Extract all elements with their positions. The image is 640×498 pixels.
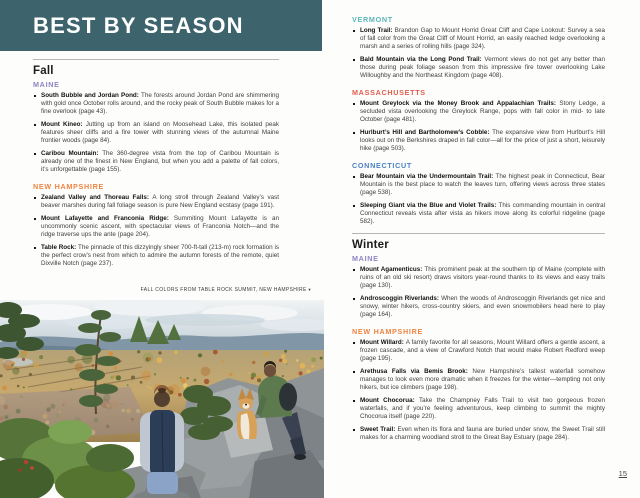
trail-entry xyxy=(352,56,605,80)
fall-summit-photo xyxy=(0,300,324,498)
bullet-square-icon xyxy=(353,30,355,32)
bullet-square-icon xyxy=(34,153,36,155)
photo-caption-text: FALL COLORS FROM TABLE ROCK SUMMIT, NEW HAMPSHIRE xyxy=(140,287,307,293)
bullet-square-icon xyxy=(34,218,36,220)
trail-description: This commanding mountain in central Connecticut reveals vista after vista as hikers move along its colorful ridgeline (page 582). xyxy=(360,202,605,225)
state-heading: NEW HAMPSHIRE xyxy=(33,182,104,191)
trail-description: Stony Ledge, a secluded vista overlooking the Greylock Range, pops with fall color in mid- to late October (page 481). xyxy=(360,100,605,123)
bullet-square-icon xyxy=(353,103,355,105)
bullet-square-icon xyxy=(353,205,355,207)
state-heading: MAINE xyxy=(33,80,60,89)
trail-entry xyxy=(352,368,605,392)
trail-entry xyxy=(352,100,605,124)
trail-name: Sleeping Giant via the Blue and Violet Trails: xyxy=(360,202,499,209)
trail-entry xyxy=(33,244,279,268)
trail-entry xyxy=(352,397,605,421)
trail-description: The expansive view from Hurlburt’s Hill looks out on the Berkshires draped in fall color—all for the price of just a short, leisurely hike (page 503). xyxy=(360,129,605,152)
trail-entry xyxy=(33,150,279,174)
trail-description: A family favorite for all seasons, Mount Willard offers a gentle ascent, a frozen cascade, and a view of Crawford Notch that would make Robert Redford weep (page 195). xyxy=(360,339,605,362)
trail-name: Zealand Valley and Thoreau Falls: xyxy=(41,194,153,201)
season-heading-fall: Fall xyxy=(33,65,54,77)
bullet-square-icon xyxy=(34,95,36,97)
trail-name: Androscoggin Riverlands: xyxy=(360,295,442,302)
page-number: 15 xyxy=(618,469,627,478)
trail-entry xyxy=(352,173,605,197)
trail-name: Mount Greylock via the Money Brook and Appalachian Trails: xyxy=(360,100,560,107)
trail-name: South Bubble and Jordan Pond: xyxy=(41,92,142,99)
trail-entry xyxy=(352,426,605,442)
trail-entry xyxy=(352,129,605,153)
trail-entry xyxy=(352,295,605,319)
state-heading: NEW HAMPSHIRE xyxy=(352,327,423,336)
photo-illustration xyxy=(0,300,324,498)
bullet-square-icon xyxy=(353,59,355,61)
bullet-square-icon xyxy=(353,176,355,178)
bullet-square-icon xyxy=(353,400,355,402)
trail-name: Mount Lafayette and Franconia Ridge: xyxy=(41,215,174,222)
bullet-square-icon xyxy=(34,197,36,199)
down-arrow-icon: ▾ xyxy=(308,287,311,292)
trail-name: Mount Kineo: xyxy=(41,121,86,128)
state-group-connecticut xyxy=(352,161,605,226)
state-heading: MASSACHUSETTS xyxy=(352,88,426,97)
trail-entry xyxy=(33,194,279,210)
trail-description: The pinnacle of this dizzyingly sheer 700-ft-tall (213-m) rock formation is the perfect crow’s nest from which to admire the autumn forests of the remote, quiet Dixville Notch (page 237). xyxy=(41,244,279,267)
trail-name: Table Rock: xyxy=(41,244,78,251)
trail-description: Summiting Mount Lafayette is an uncommonly scenic ascent, with spectacular views of Franconia Notch—and the ridge traverse ups the ante (page 204). xyxy=(41,215,280,238)
season-heading-winter: Winter xyxy=(352,239,389,251)
bullet-square-icon xyxy=(353,371,355,373)
content-column-right xyxy=(352,13,605,442)
trail-name: Mount Chocorua: xyxy=(360,397,419,404)
trail-name: Arethusa Falls via Bemis Brook: xyxy=(360,368,473,375)
trail-description: Take the Champney Falls Trail to visit two gorgeous frozen waterfalls, and if you’re feeling adventurous, keep climbing to summit the mighty Chocorua itself (page 220). xyxy=(360,397,605,420)
state-group-new-hampshire xyxy=(33,182,279,268)
photo-caption xyxy=(141,287,311,293)
state-group-maine xyxy=(33,80,279,174)
bullet-square-icon xyxy=(34,124,36,126)
section-header-bar xyxy=(0,0,322,51)
page-right xyxy=(324,0,640,498)
divider-line xyxy=(33,59,279,60)
trail-name: Bald Mountain via the Long Pond Trail: xyxy=(360,56,485,63)
trail-entry xyxy=(352,339,605,363)
trail-description: New Hampshire’s tallest waterfall somehow manages to look even more dramatic when it freezes for the winter—tempting not only hikers, but ice climbers (page 198). xyxy=(360,368,605,391)
trail-description: The forests around Jordan Pond are shimmering with gold once October rolls around, and the rocky peak of South Bubble makes for a fine overlook (page 43). xyxy=(41,92,279,115)
state-heading: VERMONT xyxy=(352,15,393,24)
bullet-square-icon xyxy=(353,132,355,134)
trail-name: Mount Agamenticus: xyxy=(360,266,425,273)
trail-name: Caribou Mountain: xyxy=(41,150,103,157)
bullet-square-icon xyxy=(353,429,355,431)
section-title: BEST BY SEASON xyxy=(33,12,244,38)
state-group-massachusetts xyxy=(352,88,605,153)
trail-name: Hurlburt’s Hill and Bartholomew’s Cobble: xyxy=(360,129,493,136)
divider-line xyxy=(352,233,605,234)
trail-description: Jutting up from an island on Moosehead Lake, this isolated peak features sheer cliffs and a fire tower with stunning views of the autumnal Maine frontier woods (page 84). xyxy=(41,121,279,144)
trail-entry xyxy=(33,215,279,239)
trail-entry xyxy=(352,27,605,51)
trail-name: Bear Mountain via the Undermountain Trail: xyxy=(360,173,496,180)
trail-description: This prominent peak at the southern tip of Maine (complete with ruins of an old ski resort) draws visitors year-round thanks to its views and easy trails (page 130). xyxy=(360,266,605,289)
bullet-square-icon xyxy=(353,298,355,300)
trail-entry xyxy=(352,266,605,290)
state-heading: CONNECTICUT xyxy=(352,161,413,170)
trail-description: Even when its flora and fauna are buried under snow, the Sweet Trail still makes for a charming woodland stroll to the Great Bay Estuary (page 284). xyxy=(360,426,605,441)
trail-name: Long Trail: xyxy=(360,27,395,34)
bullet-square-icon xyxy=(353,342,355,344)
fall-column-left xyxy=(33,59,279,268)
trail-name: Mount Willard: xyxy=(360,339,406,346)
trail-entry xyxy=(33,92,279,116)
trail-entry xyxy=(352,202,605,226)
bullet-square-icon xyxy=(34,247,36,249)
winter-states xyxy=(352,254,605,442)
state-group-new-hampshire xyxy=(352,327,605,442)
trail-description: When the woods of Androscoggin Riverlands get nice and snowy, winter hikers, cross-country skiers, and even snowmobilers head here to play (page 164). xyxy=(360,295,605,318)
trail-description: A long stroll through Zealand Valley’s vast beaver marshes during fall foliage season is pure New England ecstasy (page 191). xyxy=(41,194,279,209)
state-group-maine xyxy=(352,254,605,319)
trail-description: The 360-degree vista from the top of Caribou Mountain is already one of the finest in New England, but when you add a palette of fall colors, it’s unforgettable (page 155). xyxy=(41,150,279,173)
trail-entry xyxy=(33,121,279,145)
bullet-square-icon xyxy=(353,269,355,271)
fall-states-right xyxy=(352,15,605,226)
trail-name: Sweet Trail: xyxy=(360,426,398,433)
trail-description: Brandon Gap to Mount Horrid Great Cliff and Cape Lookout: Survey a sea of fall color from the Great Cliff of Mount Horrid, an easily reached ledge overlooking a marsh and a series of rolling hills (page 324). xyxy=(360,27,605,50)
trail-description: The highest peak in Connecticut, Bear Mountain is the best place to watch the leaves turn, offering views across three states (page 538). xyxy=(360,173,605,196)
state-group-vermont xyxy=(352,15,605,80)
state-heading: MAINE xyxy=(352,254,379,263)
fall-states-left xyxy=(33,80,279,268)
trail-description: Vermont views do not get any better than those during peak foliage season from this impressive fire tower overlooking Lake Willoughby and the Northeast Kingdom (page 408). xyxy=(360,56,605,79)
